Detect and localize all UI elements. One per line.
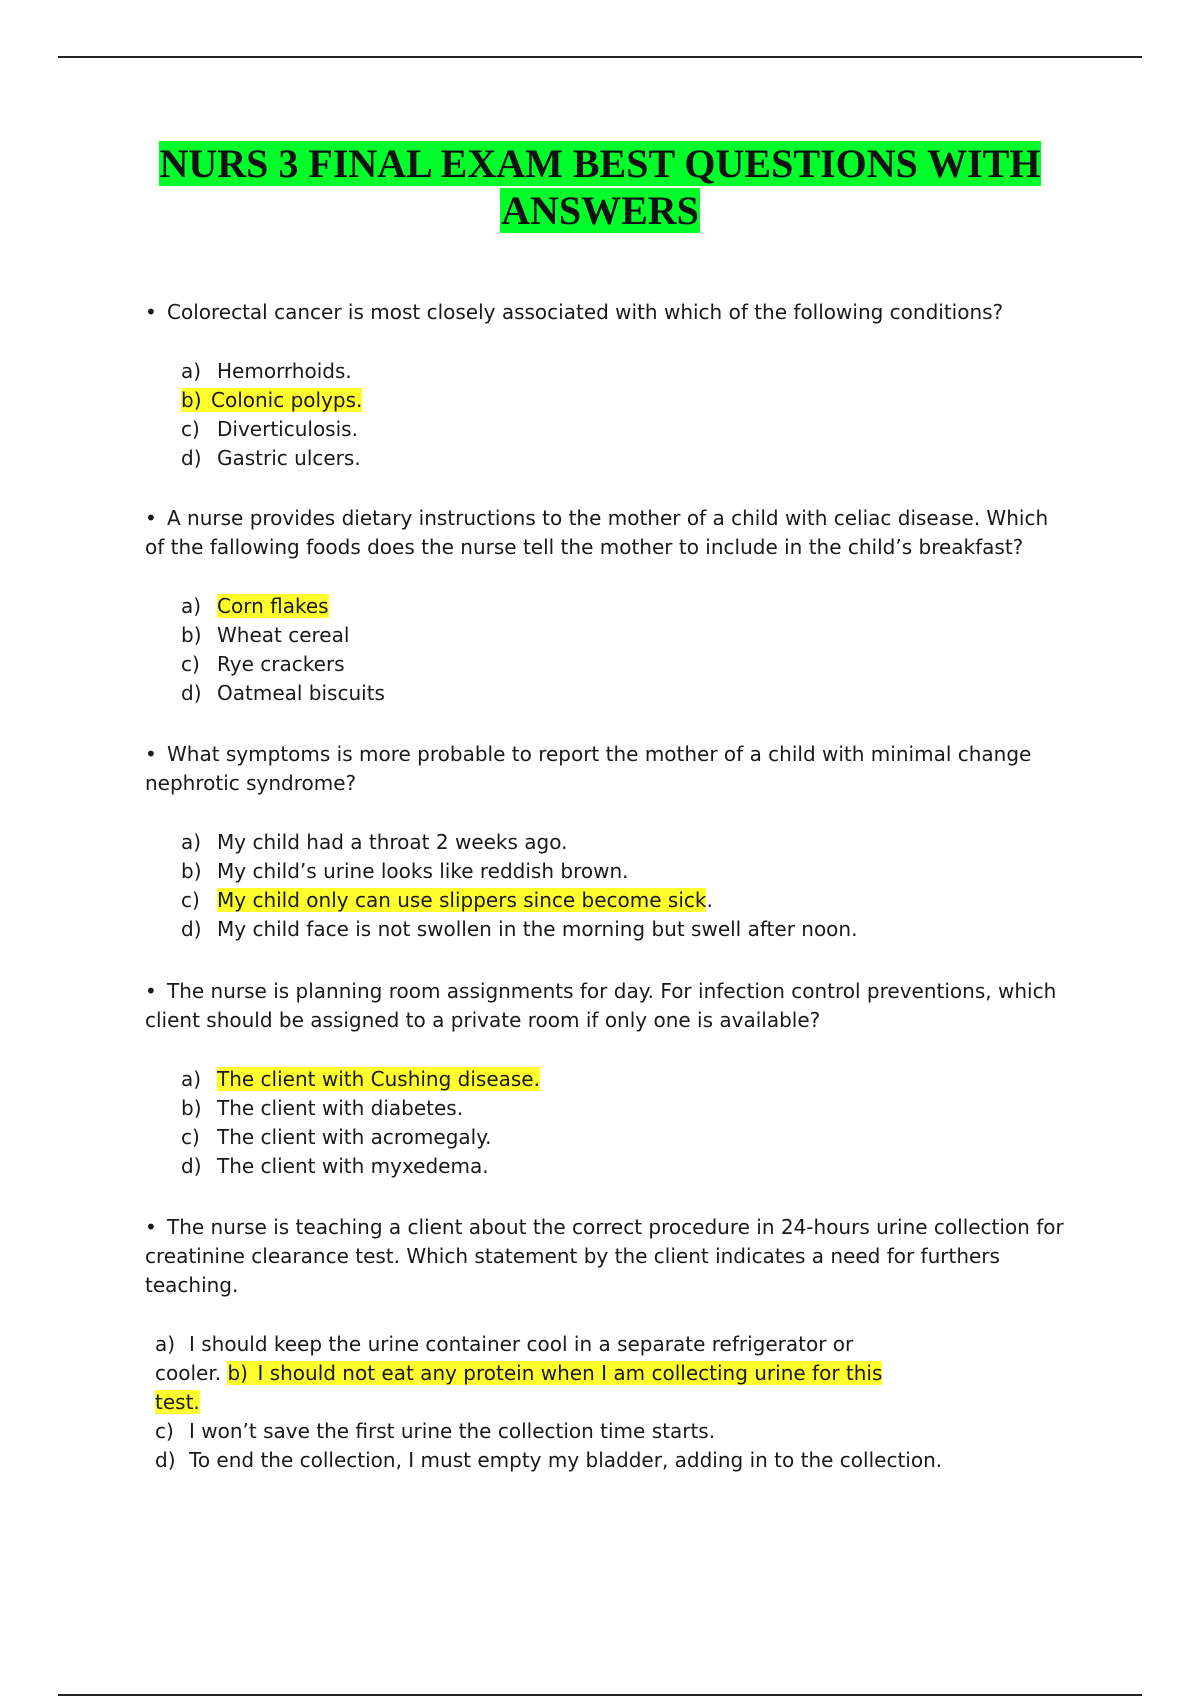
bullet: •: [145, 506, 157, 530]
bullet: •: [145, 300, 157, 324]
option-c: c) Rye crackers: [181, 652, 345, 676]
option-c: c) The client with acromegaly.: [181, 1125, 492, 1149]
option-a: a) I should keep the urine container cool in a separate refrigerator or: [155, 1332, 854, 1356]
page-title: [0, 140, 1200, 234]
option-d: d) Gastric ulcers.: [181, 446, 361, 470]
option-d: d) Oatmeal biscuits: [181, 681, 385, 705]
option-a: a) My child had a throat 2 weeks ago.: [181, 830, 568, 854]
bullet: •: [145, 742, 157, 766]
option-b: b) My child’s urine looks like reddish brown.: [181, 859, 629, 883]
question-text: What symptoms is more probable to report the mother of a child with minimal change nephrotic syndrome?: [145, 742, 1032, 795]
option-b-continuation: test.: [155, 1390, 200, 1414]
title-line-1: NURS 3 FINAL EXAM BEST QUESTIONS WITH: [159, 141, 1041, 186]
option-a-continuation-and-option-b-answer: cooler. b) I should not eat any protein when I am collecting urine for this: [155, 1361, 883, 1385]
top-rule: [58, 56, 1142, 58]
option-c: c) Diverticulosis.: [181, 417, 358, 441]
option-b-answer: b) Colonic polyps.: [181, 388, 363, 412]
option-d: d) My child face is not swollen in the morning but swell after noon.: [181, 917, 858, 941]
bullet: •: [145, 979, 157, 1003]
question-text: The nurse is planning room assignments for day. For infection control preventions, which client should be assigned to a private room if only one is available?: [145, 979, 1057, 1032]
option-a-answer: a) The client with Cushing disease.: [181, 1067, 540, 1091]
question-4: [145, 977, 1065, 1035]
option-b: b) Wheat cereal: [181, 623, 350, 647]
bullet: •: [145, 1215, 157, 1239]
question-4-options: [181, 1065, 1041, 1181]
question-1-options: [181, 357, 1041, 473]
option-c: c) I won’t save the first urine the collection time starts.: [155, 1419, 716, 1443]
option-a-answer: a) Corn flakes: [181, 594, 329, 618]
option-c-answer: c) My child only can use slippers since become sick.: [181, 888, 713, 912]
question-1: [145, 298, 1065, 327]
question-text: The nurse is teaching a client about the correct procedure in 24-hours urine collection for creatinine clearance test. Which statement by the client indicates a need for furthers teaching.: [145, 1215, 1064, 1297]
bottom-rule: [58, 1694, 1142, 1696]
option-a: a) Hemorrhoids.: [181, 359, 352, 383]
question-text: Colorectal cancer is most closely associated with which of the following conditions?: [167, 300, 1004, 324]
option-d: d) The client with myxedema.: [181, 1154, 489, 1178]
question-3: [145, 740, 1065, 798]
question-2-options: [181, 592, 1041, 708]
option-b: b) The client with diabetes.: [181, 1096, 464, 1120]
question-text: A nurse provides dietary instructions to the mother of a child with celiac disease. Which of the fallowing foods does the nurse tell the mother to include in the child’s breakfast?: [145, 506, 1049, 559]
option-d: d) To end the collection, I must empty my bladder, adding in to the collection.: [155, 1448, 943, 1472]
question-5: [145, 1213, 1065, 1300]
title-line-2: ANSWERS: [501, 188, 699, 233]
question-3-options: [181, 828, 1041, 944]
question-5-options: [155, 1330, 1015, 1475]
question-2: [145, 504, 1065, 562]
